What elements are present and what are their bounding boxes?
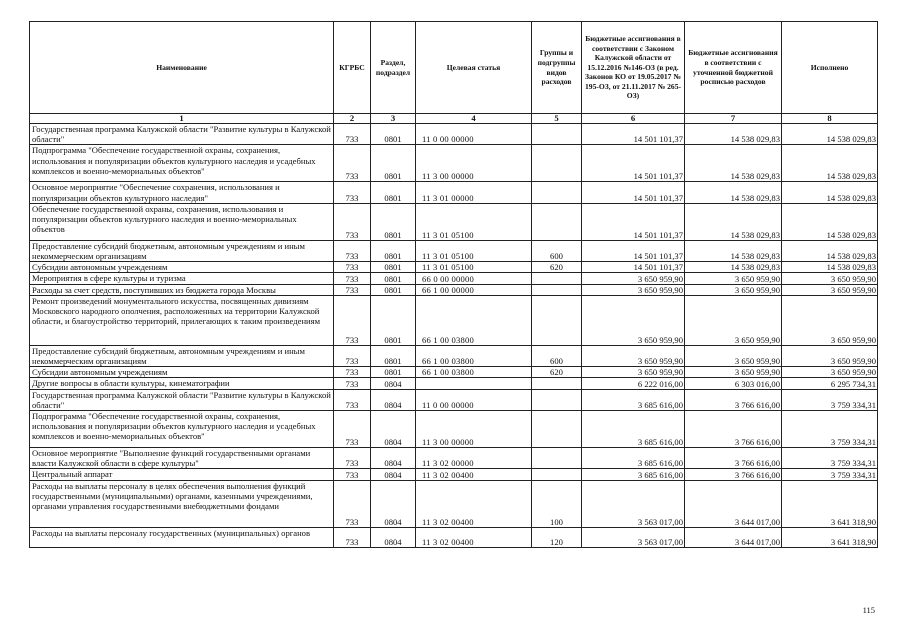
row-name: Субсидии автономным учреждениям [30, 262, 334, 273]
budget-plan-cell: 3 650 959,90 [685, 345, 782, 366]
group-cell [532, 124, 582, 145]
razdel-cell: 0801 [371, 345, 416, 366]
table-row [30, 345, 878, 366]
row-name: Государственная программа Калужской области "Развитие культуры в Калужской области" [30, 124, 334, 145]
budget-plan-cell: 3 650 959,90 [685, 367, 782, 378]
header-cell: Наименование [30, 22, 334, 114]
column-number: 1 [30, 114, 334, 124]
executed-cell: 14 538 029,83 [782, 124, 878, 145]
kgrbs-cell: 733 [334, 262, 371, 273]
razdel-cell: 0801 [371, 284, 416, 295]
table-row [30, 203, 878, 240]
budget-plan-cell: 3 650 959,90 [685, 284, 782, 295]
razdel-cell: 0801 [371, 262, 416, 273]
razdel-cell: 0804 [371, 378, 416, 389]
razdel-cell: 0801 [371, 273, 416, 284]
column-number: 6 [582, 114, 685, 124]
group-cell [532, 389, 582, 410]
table-row [30, 284, 878, 295]
table-row [30, 262, 878, 273]
executed-cell: 3 641 318,90 [782, 480, 878, 527]
budget-plan-cell: 6 303 016,00 [685, 378, 782, 389]
budget-law-cell: 3 685 616,00 [582, 469, 685, 480]
budget-plan-cell: 14 538 029,83 [685, 203, 782, 240]
kgrbs-cell: 733 [334, 345, 371, 366]
budget-law-cell: 14 501 101,37 [582, 124, 685, 145]
kgrbs-cell: 733 [334, 203, 371, 240]
budget-law-cell: 3 650 959,90 [582, 367, 685, 378]
razdel-cell: 0801 [371, 203, 416, 240]
table-row [30, 480, 878, 527]
header-cell: Бюджетные ассигнования в соответствии с Законом Калужской области от 15.12.2016 №146-ОЗ (в ред. Законов КО от 19.05.2017 № 195-ОЗ, от 21.11.2017 № 265-ОЗ) [582, 22, 685, 114]
column-number: 5 [532, 114, 582, 124]
group-cell [532, 378, 582, 389]
kgrbs-cell: 733 [334, 273, 371, 284]
budget-plan-cell: 14 538 029,83 [685, 182, 782, 203]
executed-cell: 14 538 029,83 [782, 182, 878, 203]
table-row [30, 240, 878, 261]
budget-law-cell: 14 501 101,37 [582, 145, 685, 182]
table-row [30, 273, 878, 284]
header-cell: Раздел, подраздел [371, 22, 416, 114]
target-cell: 11 0 00 00000 [416, 389, 532, 410]
executed-cell: 3 650 959,90 [782, 345, 878, 366]
budget-plan-cell: 3 650 959,90 [685, 273, 782, 284]
budget-law-cell: 3 685 616,00 [582, 411, 685, 448]
target-cell: 11 3 00 00000 [416, 411, 532, 448]
column-number: 3 [371, 114, 416, 124]
target-cell: 11 3 01 05100 [416, 203, 532, 240]
header-row [30, 22, 878, 114]
budget-law-cell: 3 650 959,90 [582, 345, 685, 366]
budget-plan-cell: 14 538 029,83 [685, 240, 782, 261]
budget-plan-cell: 3 766 616,00 [685, 389, 782, 410]
executed-cell: 3 650 959,90 [782, 367, 878, 378]
group-cell [532, 469, 582, 480]
target-cell: 11 3 01 05100 [416, 262, 532, 273]
razdel-cell: 0804 [371, 469, 416, 480]
table-body [30, 124, 878, 548]
kgrbs-cell: 733 [334, 527, 371, 547]
kgrbs-cell: 733 [334, 284, 371, 295]
target-cell: 11 3 02 00400 [416, 527, 532, 547]
budget-plan-cell: 3 644 017,00 [685, 480, 782, 527]
executed-cell: 3 759 334,31 [782, 389, 878, 410]
budget-plan-cell: 3 766 616,00 [685, 448, 782, 469]
row-name: Мероприятия в сфере культуры и туризма [30, 273, 334, 284]
target-cell: 66 1 00 03800 [416, 367, 532, 378]
target-cell [416, 378, 532, 389]
row-name: Подпрограмма "Обеспечение государственной охраны, сохранения, использования и популяризации объектов культурного наследия и усадебных комплексов и военно-мемориальных объектов" [30, 411, 334, 448]
group-cell: 100 [532, 480, 582, 527]
budget-plan-cell: 3 766 616,00 [685, 411, 782, 448]
group-cell [532, 295, 582, 345]
target-cell: 11 3 00 00000 [416, 145, 532, 182]
budget-table-sheet [29, 21, 877, 548]
target-cell: 66 1 00 03800 [416, 295, 532, 345]
razdel-cell: 0801 [371, 182, 416, 203]
kgrbs-cell: 733 [334, 124, 371, 145]
group-cell [532, 273, 582, 284]
table-row [30, 389, 878, 410]
budget-law-cell: 3 563 017,00 [582, 527, 685, 547]
row-name: Основное мероприятие "Выполнение функций государственными органами власти Калужской области в сфере культуры" [30, 448, 334, 469]
column-number: 4 [416, 114, 532, 124]
row-name: Предоставление субсидий бюджетным, автономным учреждениям и иным некоммерческим организациям [30, 240, 334, 261]
header-cell: КГРБС [334, 22, 371, 114]
group-cell: 620 [532, 367, 582, 378]
budget-law-cell: 3 650 959,90 [582, 284, 685, 295]
kgrbs-cell: 733 [334, 145, 371, 182]
executed-cell: 3 759 334,31 [782, 469, 878, 480]
razdel-cell: 0801 [371, 367, 416, 378]
executed-cell: 3 759 334,31 [782, 448, 878, 469]
row-name: Обеспечение государственной охраны, сохранения, использования и популяризации объектов культурного наследия и военно-мемориальных объектов [30, 203, 334, 240]
razdel-cell: 0801 [371, 240, 416, 261]
group-cell [532, 448, 582, 469]
row-name: Государственная программа Калужской области "Развитие культуры в Калужской области" [30, 389, 334, 410]
budget-table [29, 21, 878, 548]
group-cell [532, 411, 582, 448]
row-name: Расходы за счет средств, поступивших из бюджета города Москвы [30, 284, 334, 295]
razdel-cell: 0801 [371, 124, 416, 145]
group-cell [532, 182, 582, 203]
budget-plan-cell: 3 766 616,00 [685, 469, 782, 480]
kgrbs-cell: 733 [334, 182, 371, 203]
kgrbs-cell: 733 [334, 367, 371, 378]
kgrbs-cell: 733 [334, 378, 371, 389]
row-name: Подпрограмма "Обеспечение государственной охраны, сохранения, использования и популяризации объектов культурного наследия и усадебных комплексов и военно-мемориальных объектов" [30, 145, 334, 182]
table-row [30, 469, 878, 480]
target-cell: 11 0 00 00000 [416, 124, 532, 145]
group-cell: 120 [532, 527, 582, 547]
page-number: 115 [862, 605, 875, 615]
razdel-cell: 0801 [371, 295, 416, 345]
target-cell: 11 3 01 05100 [416, 240, 532, 261]
budget-law-cell: 6 222 016,00 [582, 378, 685, 389]
kgrbs-cell: 733 [334, 240, 371, 261]
executed-cell: 3 641 318,90 [782, 527, 878, 547]
budget-plan-cell: 14 538 029,83 [685, 145, 782, 182]
target-cell: 66 1 00 00000 [416, 284, 532, 295]
budget-law-cell: 3 563 017,00 [582, 480, 685, 527]
executed-cell: 3 759 334,31 [782, 411, 878, 448]
executed-cell: 3 650 959,90 [782, 273, 878, 284]
group-cell: 600 [532, 345, 582, 366]
header-cell: Бюджетные ассигнования в соответствии с уточненной бюджетной росписью расходов [685, 22, 782, 114]
razdel-cell: 0804 [371, 389, 416, 410]
budget-plan-cell: 14 538 029,83 [685, 262, 782, 273]
column-number-row [30, 114, 878, 124]
kgrbs-cell: 733 [334, 480, 371, 527]
header-cell: Группы и подгруппы видов расходов [532, 22, 582, 114]
row-name: Расходы на выплаты персоналу в целях обеспечения выполнения функций государственными (муниципальными) органами, казенными учреждениями, органами управления государственными внебюджетными фондами [30, 480, 334, 527]
budget-law-cell: 3 685 616,00 [582, 448, 685, 469]
table-row [30, 295, 878, 345]
budget-law-cell: 14 501 101,37 [582, 240, 685, 261]
table-row [30, 182, 878, 203]
budget-law-cell: 14 501 101,37 [582, 262, 685, 273]
budget-law-cell: 14 501 101,37 [582, 203, 685, 240]
executed-cell: 14 538 029,83 [782, 240, 878, 261]
executed-cell: 14 538 029,83 [782, 203, 878, 240]
kgrbs-cell: 733 [334, 469, 371, 480]
budget-plan-cell: 3 644 017,00 [685, 527, 782, 547]
target-cell: 11 3 02 00000 [416, 448, 532, 469]
razdel-cell: 0804 [371, 527, 416, 547]
razdel-cell: 0801 [371, 145, 416, 182]
column-number: 2 [334, 114, 371, 124]
row-name: Другие вопросы в области культуры, кинематографии [30, 378, 334, 389]
table-row [30, 411, 878, 448]
table-row [30, 124, 878, 145]
target-cell: 11 3 02 00400 [416, 469, 532, 480]
budget-law-cell: 3 650 959,90 [582, 273, 685, 284]
group-cell [532, 203, 582, 240]
budget-plan-cell: 14 538 029,83 [685, 124, 782, 145]
budget-law-cell: 3 685 616,00 [582, 389, 685, 410]
header-cell: Целевая статья [416, 22, 532, 114]
row-name: Центральный аппарат [30, 469, 334, 480]
razdel-cell: 0804 [371, 411, 416, 448]
column-number: 7 [685, 114, 782, 124]
budget-law-cell: 3 650 959,90 [582, 295, 685, 345]
executed-cell: 14 538 029,83 [782, 262, 878, 273]
target-cell: 66 0 00 00000 [416, 273, 532, 284]
group-cell [532, 284, 582, 295]
target-cell: 11 3 02 00400 [416, 480, 532, 527]
target-cell: 66 1 00 03800 [416, 345, 532, 366]
row-name: Субсидии автономным учреждениям [30, 367, 334, 378]
table-row [30, 448, 878, 469]
executed-cell: 3 650 959,90 [782, 284, 878, 295]
budget-law-cell: 14 501 101,37 [582, 182, 685, 203]
table-row [30, 145, 878, 182]
group-cell: 600 [532, 240, 582, 261]
razdel-cell: 0804 [371, 480, 416, 527]
group-cell [532, 145, 582, 182]
executed-cell: 3 650 959,90 [782, 295, 878, 345]
row-name: Предоставление субсидий бюджетным, автономным учреждениям и иным некоммерческим организациям [30, 345, 334, 366]
executed-cell: 14 538 029,83 [782, 145, 878, 182]
table-row [30, 367, 878, 378]
kgrbs-cell: 733 [334, 411, 371, 448]
razdel-cell: 0804 [371, 448, 416, 469]
row-name: Расходы на выплаты персоналу государственных (муниципальных) органов [30, 527, 334, 547]
kgrbs-cell: 733 [334, 295, 371, 345]
executed-cell: 6 295 734,31 [782, 378, 878, 389]
column-number: 8 [782, 114, 878, 124]
table-row [30, 378, 878, 389]
target-cell: 11 3 01 00000 [416, 182, 532, 203]
row-name: Основное мероприятие "Обеспечение сохранения, использования и популяризации объектов культурного наследия" [30, 182, 334, 203]
row-name: Ремонт произведений монументального искусства, посвященных дивизиям Московского народного ополчения, расположенных на территории Калужской области, и благоустройство территорий, прилегающих к таким произведениям [30, 295, 334, 345]
kgrbs-cell: 733 [334, 448, 371, 469]
group-cell: 620 [532, 262, 582, 273]
kgrbs-cell: 733 [334, 389, 371, 410]
table-row [30, 527, 878, 547]
header-cell: Исполнено [782, 22, 878, 114]
budget-plan-cell: 3 650 959,90 [685, 295, 782, 345]
